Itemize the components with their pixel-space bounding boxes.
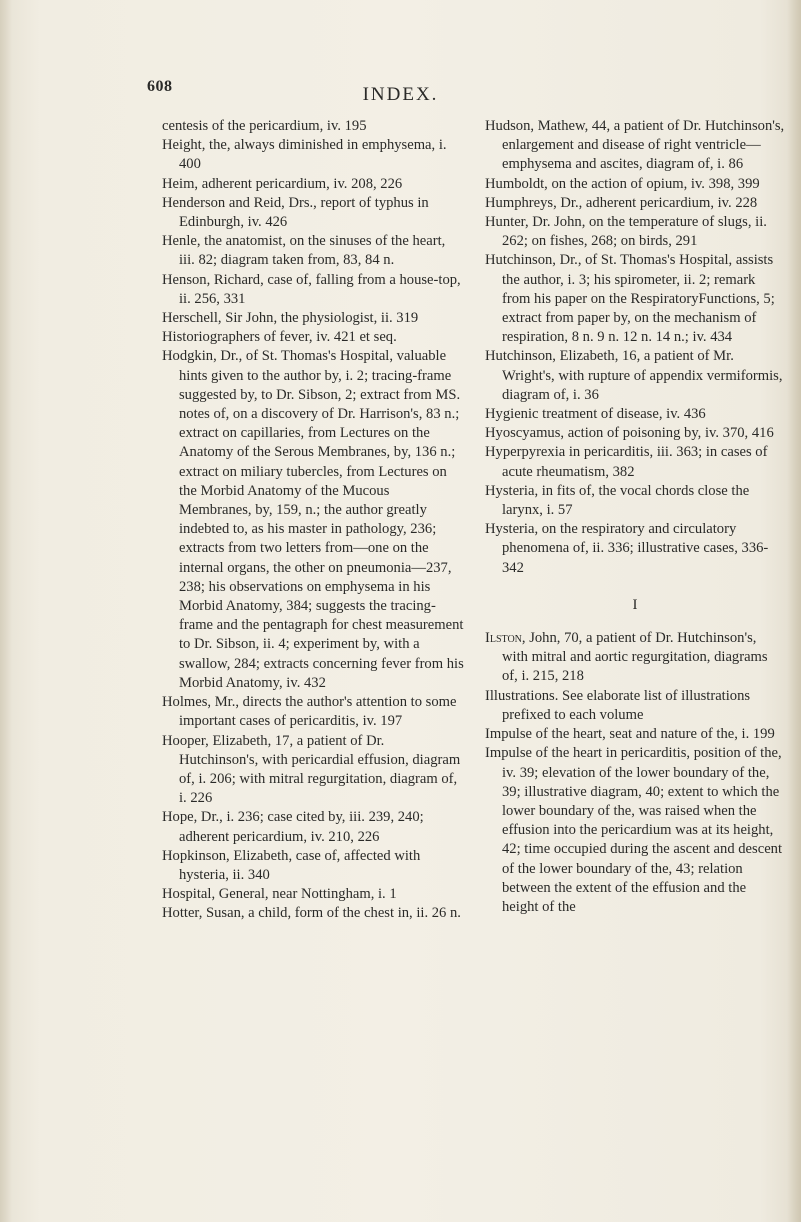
index-entry [162, 136, 464, 174]
index-entry-text: Hygienic treatment of disease, iv. 436 [485, 406, 706, 423]
index-column-left [162, 117, 464, 924]
index-entry-text: Humboldt, on the action of opium, iv. 398, 399 [485, 175, 760, 192]
index-entry [162, 847, 464, 885]
index-entry [162, 347, 464, 693]
index-entry [485, 213, 785, 251]
index-entry [162, 808, 464, 846]
index-entry [485, 725, 785, 744]
index-entries-i [485, 629, 785, 917]
index-entry-text: Illustrations. See elaborate list of illustrations prefixed to each volume [485, 687, 751, 723]
index-entry [485, 443, 785, 481]
index-entry [162, 175, 464, 194]
index-entry-text: Heim, adherent pericardium, iv. 208, 226 [162, 175, 403, 192]
page-number: 608 [147, 78, 173, 95]
index-entry-text: Hooper, Elizabeth, 17, a patient of Dr. Hutchinson's, with pericardial effusion, diagram of, i. 206; with mitral regurgitation, diagram of, i. 226 [162, 732, 461, 807]
index-entry-text: Hunter, Dr. John, on the temperature of slugs, ii. 262; on fishes, 268; on birds, 291 [485, 214, 767, 250]
index-entry [162, 194, 464, 232]
index-entry-text: John, 70, a patient of Dr. Hutchinson's, with mitral and aortic regurgitation, diagrams of, i. 215, 218 [502, 630, 768, 685]
index-entry-text: Hope, Dr., i. 236; case cited by, iii. 239, 240; adherent pericardium, iv. 210, 226 [162, 809, 424, 845]
index-entry-text: Hyperpyrexia in pericarditis, iii. 363; in cases of acute rheumatism, 382 [485, 444, 768, 480]
section-letter-i: I [632, 596, 638, 613]
index-entry [485, 520, 785, 578]
index-entry-text: Hudson, Mathew, 44, a patient of Dr. Hutchinson's, enlargement and disease of right ventricle—emphysema and ascites, diagram of, i. 86 [485, 118, 785, 173]
index-entry-text: Impulse of the heart, seat and nature of the, i. 199 [485, 726, 775, 743]
index-entry-text: Humphreys, Dr., adherent pericardium, iv. 228 [485, 194, 758, 211]
index-entry [162, 885, 464, 904]
index-entry [485, 194, 785, 213]
index-entry-text: Hotter, Susan, a child, form of the chest in, ii. 26 n. [162, 905, 461, 922]
page-edge-right [787, 0, 801, 1222]
index-entry-text: Hopkinson, Elizabeth, case of, affected with hysteria, ii. 340 [162, 847, 421, 883]
index-entry [162, 271, 464, 309]
index-entry-text: Hutchinson, Elizabeth, 16, a patient of Mr. Wright's, with rupture of appendix vermiformis, diagram of, i. 36 [485, 348, 783, 403]
index-entry [162, 117, 464, 136]
index-entry [485, 482, 785, 520]
index-entry [485, 117, 785, 175]
running-head: INDEX. [362, 84, 439, 105]
index-entry-text: Hodgkin, Dr., of St. Thomas's Hospital, valuable hints given to the author by, i. 2; tracing-frame suggested by, to Dr. Sibson, 2; extract from MS. notes of, on a discovery of Dr. Harrison's, 83 n.; extract on capillaries, from Lectures on the Anatomy of the Serous Membranes, by, 136 n.; extract on miliary tubercles, from Lectures on the Morbid Anatomy of the Mucous Membranes, by, 159, n.; the author greatly indebted to, as his master in pathology, 236; extracts from two letters from—one on the internal organs, the other on pneumonia—237, 238; his observations on emphysema in his Morbid Anatomy, 384; suggests the tracing-frame and the pentagraph for chest measurement to Dr. Sibson, ii. 4; experiment by, with a swallow, 284; extracts concerning fever from his Morbid Anatomy, iv. 432 [162, 348, 464, 691]
index-entry-text: Height, the, always diminished in emphysema, i. 400 [162, 137, 447, 173]
index-entry-text: Hospital, General, near Nottingham, i. 1 [162, 886, 397, 903]
index-entry [162, 693, 464, 731]
index-entry [485, 175, 785, 194]
index-entry-text: Herschell, Sir John, the physiologist, ii. 319 [162, 310, 419, 327]
index-entry [485, 347, 785, 405]
index-entry [485, 405, 785, 424]
index-entry [162, 328, 464, 347]
index-entries-h [485, 117, 785, 578]
index-entry [485, 629, 785, 687]
index-entry [162, 732, 464, 809]
index-entry-text: Holmes, Mr., directs the author's attention to some important cases of pericarditis, iv. 197 [162, 694, 457, 730]
index-entry-text: Hyoscyamus, action of poisoning by, iv. 370, 416 [485, 425, 774, 442]
index-entry-text: Hysteria, in fits of, the vocal chords close the larynx, i. 57 [485, 482, 750, 519]
index-entry-term: Ilston, [485, 630, 526, 647]
index-entry [162, 309, 464, 328]
index-entry-text: Henderson and Reid, Drs., report of typhus in Edinburgh, iv. 426 [162, 194, 429, 231]
index-entry [485, 251, 785, 347]
page-edge-left [0, 0, 12, 1222]
index-entry-text: centesis of the pericardium, iv. 195 [162, 118, 367, 134]
index-entry-text: Henson, Richard, case of, falling from a house-top, ii. 256, 331 [162, 271, 461, 307]
index-entry [162, 904, 464, 923]
index-column-right [485, 117, 785, 917]
index-entry-text: Historiographers of fever, iv. 421 et seq. [162, 329, 397, 346]
index-entry-text: Hutchinson, Dr., of St. Thomas's Hospital, assists the author, i. 3; his spirometer, ii. 2; remark from his paper on the RespiratoryFunctions, 5; extract from paper by, on the mechanism of respiration, 8 n. 9 n. 12 n. 14 n.; iv. 434 [485, 252, 775, 346]
index-entry [162, 232, 464, 270]
index-entry [485, 687, 785, 725]
index-entry [485, 424, 785, 443]
index-entry-text: Impulse of the heart in pericarditis, position of the, iv. 39; elevation of the lower boundary of the, 39; illustrative diagram, 40; extent to which the lower boundary of the, was raised when the effusion into the pericardium was at its height, 42; time occupied during the ascent and descent of the lower boundary of the, 43; relation between the extent of the effusion and the height of the [485, 745, 783, 915]
index-entry-text: Hysteria, on the respiratory and circulatory phenomena of, ii. 336; illustrative cases, 336-342 [485, 521, 769, 576]
index-entry-text: Henle, the anatomist, on the sinuses of the heart, iii. 82; diagram taken from, 83, 84 n. [162, 233, 446, 269]
index-entry [485, 744, 785, 917]
